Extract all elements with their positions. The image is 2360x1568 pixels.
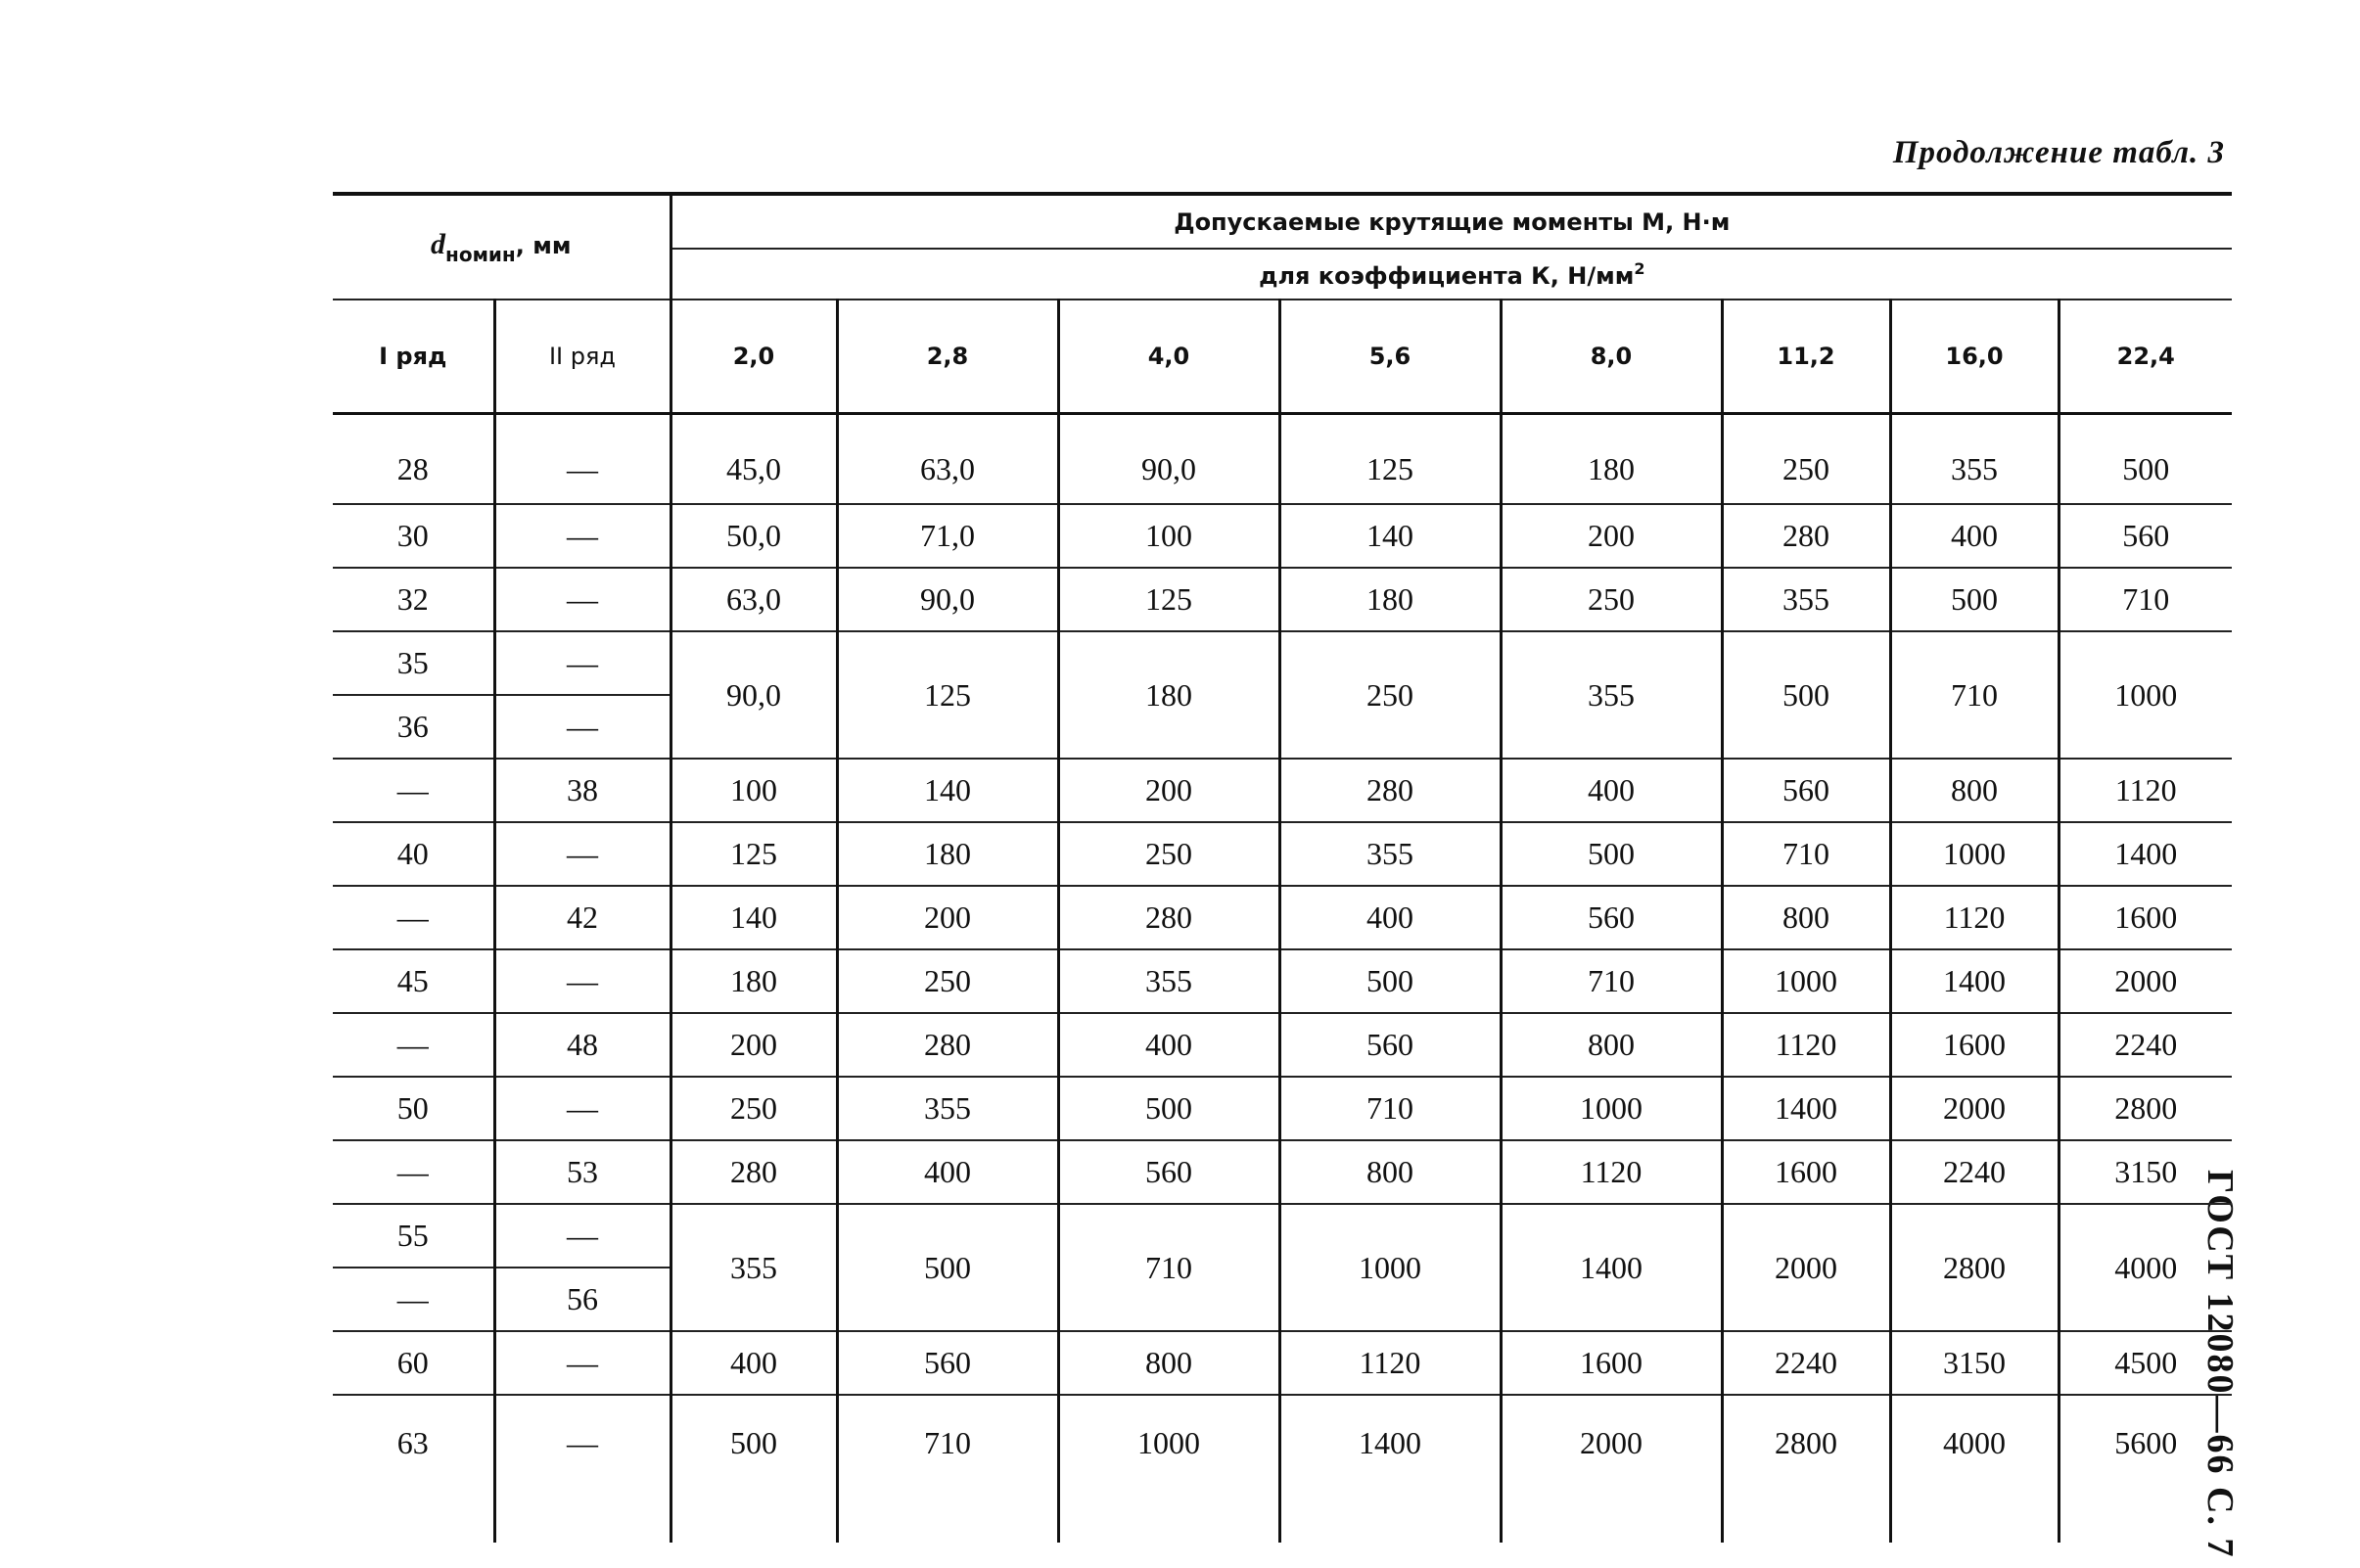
torque-value: 280 xyxy=(837,1013,1058,1077)
d-row-II: 53 xyxy=(494,1140,671,1204)
torque-value: 250 xyxy=(1279,631,1501,759)
coef-header: 2,0 xyxy=(671,300,837,414)
torque-value: 500 xyxy=(671,1395,837,1543)
d-row-II: — xyxy=(494,504,671,568)
d-row-I: 60 xyxy=(333,1331,494,1395)
continuation-title: Продолжение табл. 3 xyxy=(1892,135,2225,170)
coef-title-sup: 2 xyxy=(1634,258,1645,278)
d-row-II: — xyxy=(494,695,671,759)
torque-value: 1000 xyxy=(1890,822,2059,886)
torque-value: 560 xyxy=(1279,1013,1501,1077)
torque-value: 250 xyxy=(1722,414,1890,505)
torque-value: 180 xyxy=(1279,568,1501,631)
coef-header: 4,0 xyxy=(1058,300,1279,414)
d-row-I: — xyxy=(333,1268,494,1331)
torque-value: 125 xyxy=(1279,414,1501,505)
torque-value: 400 xyxy=(1058,1013,1279,1077)
table-row xyxy=(333,822,2232,886)
torque-value: 1400 xyxy=(2059,822,2232,886)
row-I-header: I ряд xyxy=(333,300,494,414)
table-row xyxy=(333,1204,2232,1268)
d-row-I: 45 xyxy=(333,949,494,1013)
d-row-I: 40 xyxy=(333,822,494,886)
torque-value: 1600 xyxy=(1890,1013,2059,1077)
torque-value: 560 xyxy=(1722,759,1890,822)
torque-value: 125 xyxy=(671,822,837,886)
torque-value: 800 xyxy=(1058,1331,1279,1395)
torque-value: 355 xyxy=(1501,631,1722,759)
coef-header: 16,0 xyxy=(1890,300,2059,414)
torque-value: 1400 xyxy=(1501,1204,1722,1331)
d-row-II: 48 xyxy=(494,1013,671,1077)
d-row-II: — xyxy=(494,1077,671,1140)
coef-header: 5,6 xyxy=(1279,300,1501,414)
torque-value: 1000 xyxy=(1722,949,1890,1013)
torque-value: 250 xyxy=(671,1077,837,1140)
torque-value: 560 xyxy=(837,1331,1058,1395)
torque-value: 180 xyxy=(671,949,837,1013)
torque-value: 500 xyxy=(837,1204,1058,1331)
torque-value: 1400 xyxy=(1890,949,2059,1013)
torque-value: 140 xyxy=(1279,504,1501,568)
torque-value: 280 xyxy=(1279,759,1501,822)
torque-value: 1120 xyxy=(1501,1140,1722,1204)
d-row-II: 42 xyxy=(494,886,671,949)
torque-value: 45,0 xyxy=(671,414,837,505)
torque-value: 280 xyxy=(671,1140,837,1204)
d-row-II: — xyxy=(494,414,671,505)
torque-value: 400 xyxy=(837,1140,1058,1204)
table-row xyxy=(333,1077,2232,1140)
coef-header: 8,0 xyxy=(1501,300,1722,414)
torque-value: 1000 xyxy=(1501,1077,1722,1140)
torque-value: 355 xyxy=(1058,949,1279,1013)
torque-value: 710 xyxy=(1279,1077,1501,1140)
torque-value: 200 xyxy=(671,1013,837,1077)
d-row-I: 36 xyxy=(333,695,494,759)
torque-value: 2240 xyxy=(2059,1013,2232,1077)
d-letter: d xyxy=(431,228,446,260)
torque-value: 2800 xyxy=(1890,1204,2059,1331)
torque-value: 1000 xyxy=(2059,631,2232,759)
torque-value: 1600 xyxy=(2059,886,2232,949)
d-row-II: — xyxy=(494,631,671,695)
torque-value: 355 xyxy=(837,1077,1058,1140)
d-row-II: 38 xyxy=(494,759,671,822)
torque-value: 500 xyxy=(1501,822,1722,886)
torque-value: 50,0 xyxy=(671,504,837,568)
d-row-I: 30 xyxy=(333,504,494,568)
torque-value: 355 xyxy=(671,1204,837,1331)
torque-value: 2000 xyxy=(2059,949,2232,1013)
torque-value: 500 xyxy=(1279,949,1501,1013)
d-row-II: — xyxy=(494,822,671,886)
d-row-I: 50 xyxy=(333,1077,494,1140)
torque-value: 63,0 xyxy=(671,568,837,631)
torque-value: 4500 xyxy=(2059,1331,2232,1395)
torque-title: Допускаемые крутящие моменты М, Н·м xyxy=(671,194,2232,249)
d-row-II: — xyxy=(494,568,671,631)
torque-value: 5600 xyxy=(2059,1395,2232,1543)
d-row-II: — xyxy=(494,1331,671,1395)
table-row xyxy=(333,568,2232,631)
torque-value: 355 xyxy=(1279,822,1501,886)
torque-value: 4000 xyxy=(1890,1395,2059,1543)
d-row-I: 63 xyxy=(396,1425,429,1460)
torque-value: 800 xyxy=(1722,886,1890,949)
torque-value: 1120 xyxy=(2059,759,2232,822)
torque-value: 140 xyxy=(671,886,837,949)
d-row-I: 32 xyxy=(333,568,494,631)
torque-value: 200 xyxy=(1058,759,1279,822)
torque-value: 710 xyxy=(1722,822,1890,886)
torque-value: 710 xyxy=(2059,568,2232,631)
torque-value: 200 xyxy=(837,886,1058,949)
d-row-I: — xyxy=(333,1013,494,1077)
d-row-I: 28 xyxy=(333,414,494,505)
d-row-II: — xyxy=(494,1204,671,1268)
torque-value: 250 xyxy=(1501,568,1722,631)
table-row xyxy=(333,1013,2232,1077)
torque-value: 1600 xyxy=(1501,1331,1722,1395)
d-subscript: номин xyxy=(445,243,516,266)
torque-value: 250 xyxy=(837,949,1058,1013)
table-row xyxy=(333,886,2232,949)
torque-value: 1120 xyxy=(1279,1331,1501,1395)
torque-value: 560 xyxy=(2059,504,2232,568)
torque-value: 2800 xyxy=(1722,1395,1890,1543)
torque-value: 280 xyxy=(1058,886,1279,949)
torque-value: 800 xyxy=(1279,1140,1501,1204)
torque-value: 250 xyxy=(1058,822,1279,886)
coef-header: 22,4 xyxy=(2059,300,2232,414)
torque-value: 1120 xyxy=(1890,886,2059,949)
torque-value: 500 xyxy=(1722,631,1890,759)
torque-value: 710 xyxy=(1058,1204,1279,1331)
table-row xyxy=(333,1140,2232,1204)
torque-value: 710 xyxy=(1501,949,1722,1013)
table-row xyxy=(333,1331,2232,1395)
table-row xyxy=(333,949,2232,1013)
torque-value: 1000 xyxy=(1279,1204,1501,1331)
table-row xyxy=(333,504,2232,568)
torque-value: 180 xyxy=(1501,414,1722,505)
d-row-I: — xyxy=(333,759,494,822)
standard-page-label: ГОСТ 12080—66 С. 7 xyxy=(2199,1170,2241,1559)
d-unit: , мм xyxy=(515,232,572,259)
torque-value: 2240 xyxy=(1722,1331,1890,1395)
torque-value: 200 xyxy=(1501,504,1722,568)
torque-value: 355 xyxy=(1890,414,2059,505)
d-row-II: — xyxy=(494,949,671,1013)
torque-value: 400 xyxy=(671,1331,837,1395)
torque-value: 710 xyxy=(837,1395,1058,1543)
d-row-I: 35 xyxy=(333,631,494,695)
torque-value: 710 xyxy=(1890,631,2059,759)
d-row-I: 55 xyxy=(333,1204,494,1268)
torque-value: 90,0 xyxy=(837,568,1058,631)
torque-value: 2000 xyxy=(1722,1204,1890,1331)
d-row-I: — xyxy=(333,886,494,949)
torque-value: 355 xyxy=(1722,568,1890,631)
torque-value: 800 xyxy=(1890,759,2059,822)
torque-table xyxy=(333,192,2232,1543)
torque-value: 180 xyxy=(837,822,1058,886)
torque-value: 500 xyxy=(1058,1077,1279,1140)
torque-value: 1400 xyxy=(1722,1077,1890,1140)
torque-value: 400 xyxy=(1890,504,2059,568)
torque-value: 140 xyxy=(837,759,1058,822)
torque-value: 71,0 xyxy=(837,504,1058,568)
torque-value: 180 xyxy=(1058,631,1279,759)
d-row-I: — xyxy=(333,1140,494,1204)
torque-value: 2240 xyxy=(1890,1140,2059,1204)
coef-title-text: для коэффициента К, Н/мм xyxy=(1259,261,1635,290)
d-row-II: — xyxy=(494,1395,671,1543)
torque-value: 3150 xyxy=(1890,1331,2059,1395)
torque-value: 400 xyxy=(1501,759,1722,822)
torque-value: 125 xyxy=(1058,568,1279,631)
d-nominal-header xyxy=(333,194,671,300)
coef-title xyxy=(671,249,2232,300)
torque-value: 500 xyxy=(2059,414,2232,505)
torque-value: 2000 xyxy=(1501,1395,1722,1543)
torque-value: 2000 xyxy=(1890,1077,2059,1140)
torque-value: 1400 xyxy=(1279,1395,1501,1543)
table-row xyxy=(333,1395,2232,1543)
torque-value: 4000 xyxy=(2059,1204,2232,1331)
torque-value: 3150 xyxy=(2059,1140,2232,1204)
table-row xyxy=(333,414,2232,505)
torque-value: 63,0 xyxy=(837,414,1058,505)
torque-value: 280 xyxy=(1722,504,1890,568)
torque-value: 560 xyxy=(1501,886,1722,949)
coef-header: 11,2 xyxy=(1722,300,1890,414)
torque-value: 1120 xyxy=(1722,1013,1890,1077)
torque-value: 125 xyxy=(837,631,1058,759)
torque-value: 500 xyxy=(1890,568,2059,631)
coef-header: 2,8 xyxy=(837,300,1058,414)
torque-value: 2800 xyxy=(2059,1077,2232,1140)
table-row xyxy=(333,631,2232,695)
torque-value: 400 xyxy=(1279,886,1501,949)
torque-value: 560 xyxy=(1058,1140,1279,1204)
torque-value: 90,0 xyxy=(1058,414,1279,505)
torque-value: 90,0 xyxy=(671,631,837,759)
torque-value: 100 xyxy=(1058,504,1279,568)
torque-value: 1000 xyxy=(1058,1395,1279,1543)
d-row-II: 56 xyxy=(494,1268,671,1331)
torque-value: 1600 xyxy=(1722,1140,1890,1204)
table-row xyxy=(333,759,2232,822)
row-II-header: II ряд xyxy=(494,300,671,414)
torque-value: 800 xyxy=(1501,1013,1722,1077)
torque-value: 100 xyxy=(671,759,837,822)
